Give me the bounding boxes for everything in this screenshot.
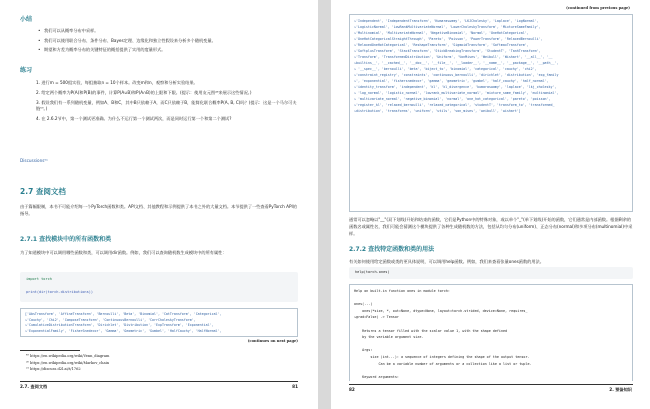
help-output-lines bbox=[354, 288, 532, 380]
footnote[interactable]: ⁵⁰ https://en.wikipedia.org/wiki/Markov_chain bbox=[26, 360, 110, 365]
footer-section: 2.7. 查阅文档 bbox=[20, 384, 48, 389]
output-line: ↪'register_kl', 'relaxed_bernoulli', 'relaxed_categorical', 'studentT', 'transform_to', 'transformed_ bbox=[354, 103, 555, 107]
help-line bbox=[354, 321, 532, 328]
summary-item: • 期望和方差为概率分布的关键特征的概括提供了实用的度量形式。 bbox=[44, 45, 216, 55]
subsection-heading: 2.7.1 查找模块中的所有函数和类 bbox=[20, 236, 112, 243]
output-line: ↪ 'log_normal', 'logistic_normal', 'lowrank_multivariate_normal', 'mixture_same_family', 'multinomial', bbox=[354, 91, 559, 95]
section-heading: 2.7 查阅文档 bbox=[20, 187, 66, 196]
code-block bbox=[20, 272, 298, 302]
help-line bbox=[354, 341, 532, 348]
exercise-title: 练习 bbox=[20, 67, 33, 74]
output-line: ↪'SoftplusTransform', 'StackTransform', 'StickBreakingTransform', 'StudentT', 'TanhTransform', bbox=[354, 49, 541, 53]
output-line: ↪'ExponentialFamily', 'FisherSnedecor', 'Gamma', 'Geometric', 'Gumbel', 'HalfCauchy', 'HalfNormal', bbox=[25, 328, 222, 333]
help-line: Help on built-in function ones in module torch: bbox=[354, 289, 450, 293]
code-lines bbox=[26, 276, 93, 296]
code-line: print(dir(torch.distributions)) bbox=[26, 290, 94, 294]
footnote[interactable]: ⁵¹ https://discuss.d2l.ai/t/1762 bbox=[26, 367, 81, 371]
discussion-link[interactable]: Discussions⁵¹ bbox=[20, 158, 48, 163]
output-line: ↪ 'multivariate_normal', 'negative_binomial', 'normal', 'one_hot_categorical', 'pareto', 'poisson', bbox=[354, 97, 551, 101]
output-line: ↪'Transform', 'TransformedDistribution', 'Uniform', 'VonMises', 'Weibull', 'Wishart', '__all__', '__ bbox=[354, 55, 553, 59]
help-line: size (int...): a sequence of integers defining the shape of the output tensor. bbox=[354, 354, 530, 359]
help-line bbox=[354, 295, 532, 302]
help-output-block bbox=[349, 284, 633, 381]
output-line: ↪'RelaxedOneHotCategorical', 'ReshapeTransform', 'SigmoidTransform', 'SoftmaxTransform', bbox=[354, 43, 529, 47]
summary-list bbox=[44, 26, 216, 55]
footer-rule bbox=[349, 384, 633, 385]
output-lines bbox=[25, 312, 222, 334]
exercise-item: 4. 在 2.6.2节中，第一个测试更准确。为什么不运行第一个测试两次，而是同时运行第一个和第二个测试? bbox=[36, 116, 232, 122]
output-line: ↪'Cauchy', 'Chi2', 'ComposeTransform', 'ContinuousBernoulli', 'CorrCholeskyTransform', bbox=[25, 317, 196, 322]
summary-title: 小结 bbox=[20, 16, 33, 23]
code-line: import torch bbox=[26, 277, 52, 281]
output-line: ↪'constraint_registry', 'constraints', 'continuous_bernoulli', 'dirichlet', 'distribution', 'exp_family bbox=[354, 73, 559, 77]
output-line: ↪ '__spec__', 'bernoulli', 'beta', 'biject_to', 'binomial', 'categorical', 'cauchy', 'chi2', bbox=[354, 67, 537, 71]
exercise-list bbox=[36, 80, 298, 123]
output-line: ↪'OneHotCategoricalStraightThrough', 'Pareto', 'Poisson', 'PowerTransform', 'RelaxedBernoulli', bbox=[354, 37, 543, 41]
footnotes bbox=[26, 353, 109, 373]
help-line bbox=[354, 367, 532, 374]
output-lines bbox=[354, 18, 558, 114]
help-line: Returns a tensor filled with the scalar value 1, with the shape defined bbox=[354, 328, 508, 333]
output-line: ↪'identity_transform', 'independent', 'kl', 'kl_divergence', 'kumaraswamy', 'laplace', 'lkj_cholesky', bbox=[354, 85, 557, 89]
output-line: ↪'Multinomial', 'MultivariateNormal', 'NegativeBinomial', 'Normal', 'OneHotCategorical', bbox=[354, 31, 529, 35]
paragraph: 有关如何使用给定函数或类的更具体说明，可以调用help函数。例如，我们来查看张量ones函数的用法。 bbox=[349, 259, 544, 264]
section-intro: 由于篇幅限制，本书不可能介绍每一个PyTorch函数和类。API文档、其他教程和示例提供了本书之外的大量文档。本节提供了一些查看PyTorch API的指导。 bbox=[20, 204, 297, 216]
footer-rule bbox=[20, 381, 298, 382]
footnote-rule bbox=[20, 350, 80, 351]
output-line: ↪', 'exponential', 'fishersnedecor', 'gamma', 'geometric', 'gumbel', 'half_cauchy', 'half_normal', bbox=[354, 79, 549, 83]
exercise-item: 1. 进行m = 500组实验，每组抽取n = 10个样本。改变m和n，观察和分析实验结果。 bbox=[36, 80, 198, 85]
paragraph: 通常可以忽略以"__"(双下划线)开始和结束的函数，它们是Python中的特殊对象，或以单个"_"(单下划线)开始的函数，它们通常是内部函数。根据剩余的函数名或属性名，我们可能会猜测这个模块提供了各种生成随机数的方法，包括从均匀分布(uniform)、正态分布(normal)和多项分布(multinomial)中采样。 bbox=[349, 217, 633, 236]
help-line: ones(...) bbox=[354, 302, 373, 307]
summary-item: • 我们可以从概率分布中采样。 bbox=[44, 26, 216, 36]
output-line: ↪'Independent', 'IndependentTransform', 'Kumaraswamy', 'LKJCholesky', 'Laplace', 'LogNormal', bbox=[354, 19, 539, 23]
subsection-intro: 为了知道模块中可以调用哪些函数和类，可以调用dir函数。例如，我们可以查询随机数生成模块中的所有属性： bbox=[20, 250, 227, 255]
footer-page-number: 82 bbox=[349, 387, 355, 392]
output-line: ↪distribution', 'transforms', 'uniform', 'utils', 'von_mises', 'weibull', 'wishart'] bbox=[354, 109, 521, 113]
output-line: ↪'LogisticNormal', 'LowRankMultivariateNormal', 'LowerCholeskyTransform', 'MixtureSameFamily', bbox=[354, 25, 541, 29]
output-block bbox=[20, 308, 298, 337]
exercise-item: 2. 给定两个概率为P(A)和P(B)的事件，计算P(A∪B)和P(A∩B)的上限和下限。(提示：使用友元图⁴⁹来展示这些情况。) bbox=[36, 89, 252, 95]
help-line: Keyword arguments: bbox=[354, 374, 399, 379]
code-line: help(torch.ones) bbox=[355, 270, 390, 274]
output-line: ↪'CumulativeDistributionTransform', 'Dirichlet', 'Distribution', 'ExpTransform', 'Exponential', bbox=[25, 323, 214, 328]
exercise-item: 3. 假设我们有一系列随机变量，例如A、B和C，其中B只依赖于A，而C只依赖于B，能简化联合概率P(A, B, C)吗？(提示：这是一个马尔可夫链⁵⁰。) bbox=[36, 99, 297, 112]
help-line: ↪grad=False) -> Tensor bbox=[354, 315, 399, 320]
right-page bbox=[331, 0, 650, 409]
footnote[interactable]: ⁴⁹ https://en.wikipedia.org/wiki/Venn_diagram bbox=[26, 354, 110, 358]
continues-note: (continues on next page) bbox=[247, 339, 298, 343]
summary-item: • 我们可以使用联合分布、条件分布、Bayes定理、边缘化和独立性假设来分析多个随机变量。 bbox=[44, 36, 216, 46]
help-line: by the variable argument size. bbox=[354, 335, 424, 340]
output-line: ['AbsTransform', 'AffineTransform', 'Bernoulli', 'Beta', 'Binomial', 'CatTransform', 'Categorical', bbox=[25, 312, 222, 316]
output-block bbox=[349, 14, 633, 212]
footer-page-number: 81 bbox=[292, 384, 298, 389]
help-line: Args: bbox=[354, 348, 373, 353]
continued-note: (continued from previous page) bbox=[566, 6, 630, 10]
output-line: ↪builtins__', '__cached__', '__doc__', '__file__', '__loader__', '__name__', '__package__', '__path__', bbox=[354, 61, 559, 65]
left-page bbox=[0, 0, 318, 409]
code-block bbox=[349, 267, 633, 279]
help-line: Can be a variable number of arguments or a collection like a list or tuple. bbox=[354, 361, 532, 366]
subsection-heading: 2.7.2 查找特定函数和类的用法 bbox=[349, 246, 435, 253]
footer-chapter: 2. 预备知识 bbox=[609, 387, 632, 392]
help-line: ones(*size, *, out=None, dtype=None, layout=torch.strided, device=None, requires_ bbox=[354, 308, 528, 313]
